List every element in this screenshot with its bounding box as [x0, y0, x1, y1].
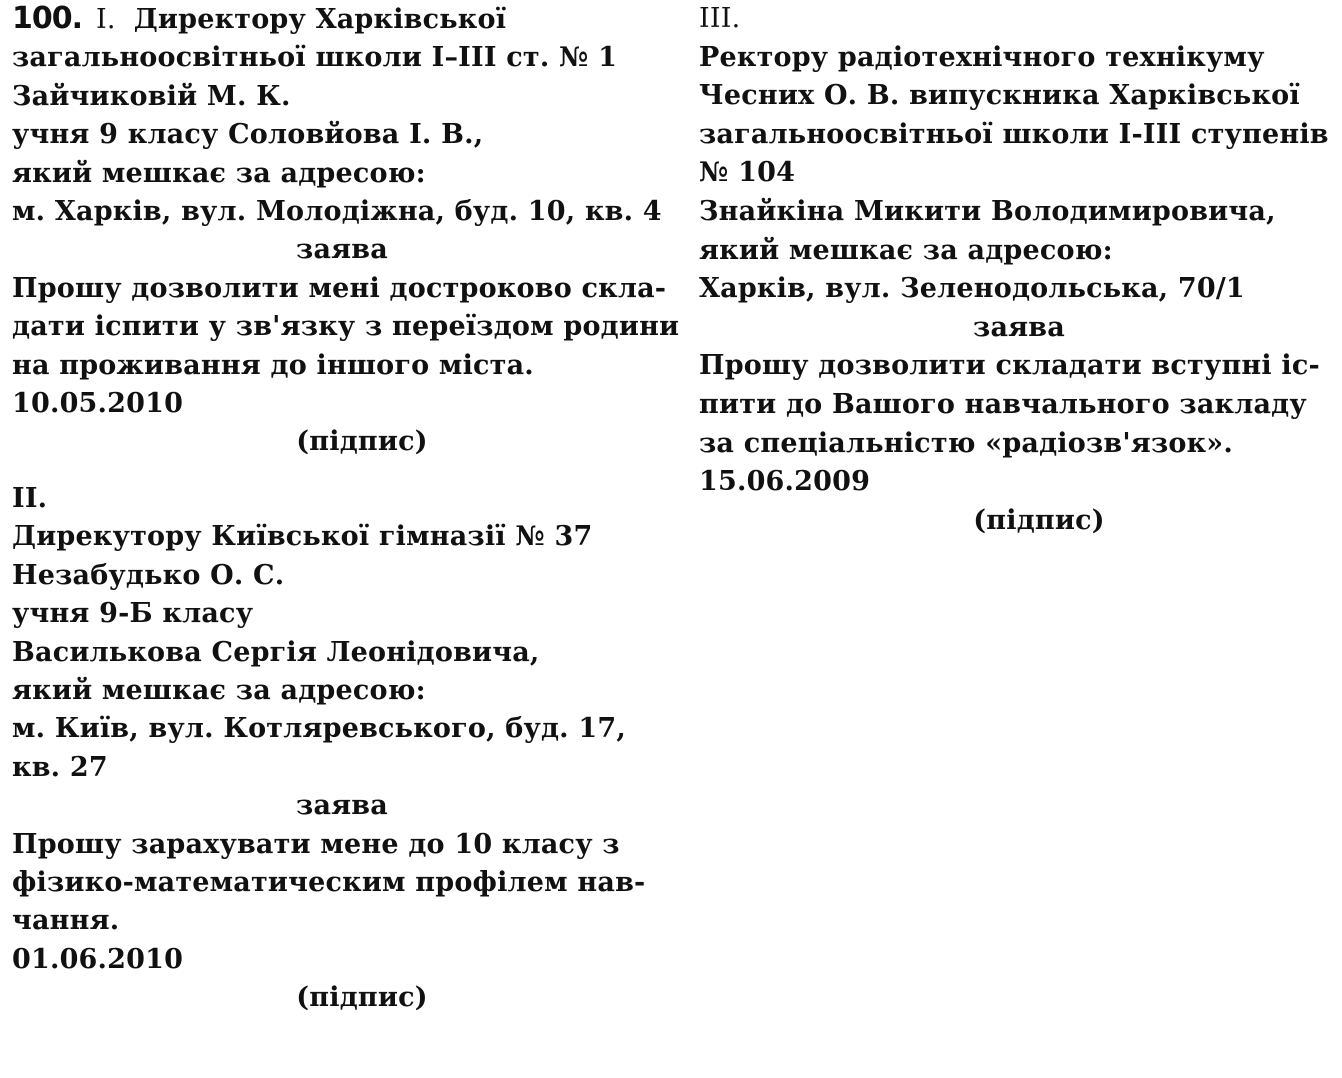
- left-column: [12, 0, 680, 1018]
- signature-placeholder: (підпис): [973, 504, 1105, 536]
- address-line: № 104: [699, 157, 796, 189]
- address-line: Зайчиковій М. К.: [12, 80, 291, 112]
- body-line: пити до Вашого навчального закладу: [699, 388, 1307, 420]
- recipient-line: Ректору радіотехнічного технікуму: [699, 41, 1265, 73]
- address-line: Василькова Сергія Леонідовича,: [12, 636, 540, 668]
- application-1: [12, 0, 680, 462]
- recipient-line: Директору Харківської: [133, 4, 507, 35]
- section-gap: [12, 462, 672, 480]
- address-line: Чесних О. В. випускника Харківської: [699, 80, 1300, 112]
- application-heading: заява: [973, 311, 1065, 343]
- application-heading: заява: [296, 234, 388, 266]
- address-line: загальноосвітньої школи І-ІІІ ступенів: [699, 118, 1329, 150]
- address-line: загальноосвітньої школи І–ІІІ ст. № 1: [12, 42, 618, 74]
- right-column: [699, 0, 1339, 540]
- application-date: 15.06.2009: [699, 466, 871, 498]
- address-line: кв. 27: [12, 751, 108, 783]
- address-line: учня 9 класу Соловйова І. В.,: [12, 119, 484, 151]
- signature-placeholder: (підпис): [296, 982, 428, 1014]
- address-line: м. Харків, вул. Молодіжна, буд. 10, кв. 4: [12, 196, 662, 228]
- body-line: Прошу зарахувати мене до 10 класу з: [12, 828, 620, 860]
- address-line: який мешкає за адресою:: [12, 674, 426, 706]
- section-numeral-2: II.: [12, 482, 48, 514]
- body-line: дати іспити у зв'язку з переїздом родини: [12, 311, 680, 343]
- application-3: [699, 0, 1339, 540]
- address-line: м. Київ, вул. Котляревського, буд. 17,: [12, 713, 626, 745]
- address-line: Знайкіна Микити Володимировича,: [699, 195, 1276, 227]
- recipient-line: Дирекутору Київської гімназії № 37: [12, 521, 593, 553]
- exercise-number: 100.: [12, 1, 83, 36]
- body-line: на проживання до іншого міста.: [12, 349, 534, 381]
- address-line: Незабудько О. С.: [12, 559, 285, 591]
- application-2: [12, 480, 672, 1018]
- body-line: Прошу дозволити мені достроково скла-: [12, 272, 667, 304]
- body-line: чання.: [12, 905, 120, 937]
- body-line: Прошу дозволити складати вступні іс-: [699, 350, 1320, 382]
- section-numeral-3: III.: [699, 3, 741, 34]
- application-date: 01.06.2010: [12, 943, 184, 975]
- application-heading: заява: [296, 790, 388, 822]
- application-1-header-line: [12, 0, 672, 39]
- body-line: за спеціальністю «радіозв'язок».: [699, 427, 1233, 459]
- address-line: Харків, вул. Зеленодольська, 70/1: [699, 273, 1245, 305]
- body-line: фізико-математическим профілем нав-: [12, 866, 646, 898]
- section-numeral-1: I.: [96, 4, 116, 35]
- signature-placeholder: (підпис): [296, 426, 428, 458]
- application-date: 10.05.2010: [12, 388, 184, 420]
- address-line: який мешкає за адресою:: [699, 234, 1113, 266]
- address-line: який мешкає за адресою:: [12, 157, 426, 189]
- address-line: учня 9-Б класу: [12, 598, 254, 630]
